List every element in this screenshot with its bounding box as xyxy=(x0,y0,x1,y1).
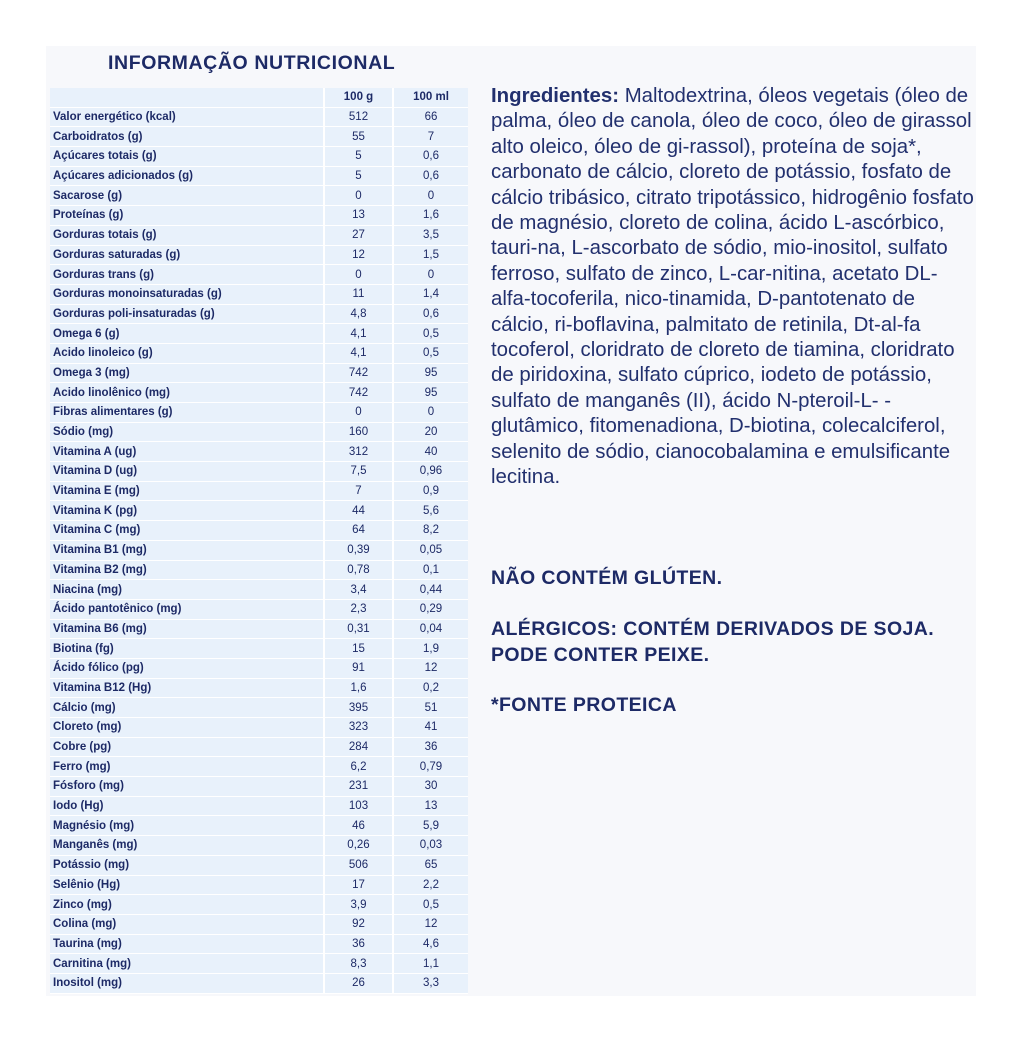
value-100ml: 36 xyxy=(393,737,468,757)
value-100ml: 0,96 xyxy=(393,462,468,482)
value-100ml: 51 xyxy=(393,698,468,718)
table-row xyxy=(50,619,468,639)
nutrient-name: Ácido fólico (pg) xyxy=(50,658,324,678)
table-row xyxy=(50,265,468,285)
nutrient-name: Gorduras trans (g) xyxy=(50,265,324,285)
nutrient-name: Sacarose (g) xyxy=(50,186,324,206)
value-100ml: 5,9 xyxy=(393,816,468,836)
value-100g: 0 xyxy=(324,265,393,285)
table-row xyxy=(50,639,468,659)
value-100g: 55 xyxy=(324,127,393,147)
value-100g: 506 xyxy=(324,855,393,875)
value-100g: 17 xyxy=(324,875,393,895)
value-100g: 395 xyxy=(324,698,393,718)
value-100ml: 0,79 xyxy=(393,757,468,777)
value-100ml: 1,6 xyxy=(393,206,468,226)
table-row xyxy=(50,304,468,324)
value-100g: 0,78 xyxy=(324,560,393,580)
nutrient-name: Proteínas (g) xyxy=(50,206,324,226)
nutrient-name: Vitamina E (mg) xyxy=(50,481,324,501)
table-row xyxy=(50,934,468,954)
value-100g: 13 xyxy=(324,206,393,226)
nutrient-name: Vitamina B12 (Hg) xyxy=(50,678,324,698)
table-row xyxy=(50,363,468,383)
value-100g: 742 xyxy=(324,363,393,383)
table-row xyxy=(50,836,468,856)
value-100ml: 3,3 xyxy=(393,973,468,993)
value-100g: 91 xyxy=(324,658,393,678)
nutrient-name: Ferro (mg) xyxy=(50,757,324,777)
table-row xyxy=(50,540,468,560)
table-row xyxy=(50,777,468,797)
table-row xyxy=(50,658,468,678)
value-100g: 3,9 xyxy=(324,895,393,915)
value-100ml: 1,4 xyxy=(393,284,468,304)
value-100ml: 0,6 xyxy=(393,166,468,186)
value-100g: 0 xyxy=(324,403,393,423)
nutrient-name: Selênio (Hg) xyxy=(50,875,324,895)
value-100g: 26 xyxy=(324,973,393,993)
ingredients-label: Ingredientes: xyxy=(491,85,620,107)
value-100ml: 0,6 xyxy=(393,304,468,324)
nutrient-name: Acido linolênico (mg) xyxy=(50,383,324,403)
value-100g: 312 xyxy=(324,442,393,462)
nutrient-name: Omega 6 (g) xyxy=(50,324,324,344)
table-row xyxy=(50,698,468,718)
value-100ml: 0,44 xyxy=(393,580,468,600)
nutrient-name: Omega 3 (mg) xyxy=(50,363,324,383)
value-100ml: 41 xyxy=(393,718,468,738)
protein-source-note: *FONTE PROTEICA xyxy=(491,694,677,716)
value-100ml: 0 xyxy=(393,265,468,285)
nutrient-name: Vitamina C (mg) xyxy=(50,521,324,541)
nutrition-table xyxy=(50,88,468,994)
value-100g: 0 xyxy=(324,186,393,206)
allergens-line-2: PODE CONTER PEIXE. xyxy=(491,644,710,666)
value-100ml: 0,5 xyxy=(393,324,468,344)
value-100ml: 12 xyxy=(393,658,468,678)
value-100ml: 4,6 xyxy=(393,934,468,954)
table-row xyxy=(50,422,468,442)
nutrient-name: Taurina (mg) xyxy=(50,934,324,954)
value-100ml: 0,05 xyxy=(393,540,468,560)
nutrient-name: Niacina (mg) xyxy=(50,580,324,600)
nutrient-name: Sódio (mg) xyxy=(50,422,324,442)
value-100ml: 0,5 xyxy=(393,343,468,363)
table-row xyxy=(50,206,468,226)
nutrient-name: Carnitina (mg) xyxy=(50,954,324,974)
nutrient-name: Manganês (mg) xyxy=(50,836,324,856)
value-100ml: 95 xyxy=(393,383,468,403)
value-100ml: 13 xyxy=(393,796,468,816)
value-100g: 6,2 xyxy=(324,757,393,777)
table-row xyxy=(50,343,468,363)
table-row xyxy=(50,225,468,245)
value-100g: 160 xyxy=(324,422,393,442)
nutrient-name: Magnésio (mg) xyxy=(50,816,324,836)
header-100g: 100 g xyxy=(324,88,393,107)
value-100g: 8,3 xyxy=(324,954,393,974)
nutrient-name: Vitamina B1 (mg) xyxy=(50,540,324,560)
header-nutrient xyxy=(50,88,324,107)
table-row xyxy=(50,678,468,698)
table-row xyxy=(50,127,468,147)
nutrient-name: Valor energético (kcal) xyxy=(50,107,324,127)
ingredients-text xyxy=(491,84,977,491)
value-100g: 512 xyxy=(324,107,393,127)
table-row xyxy=(50,186,468,206)
nutrient-name: Gorduras totais (g) xyxy=(50,225,324,245)
value-100ml: 30 xyxy=(393,777,468,797)
value-100ml: 2,2 xyxy=(393,875,468,895)
table-row xyxy=(50,501,468,521)
value-100ml: 7 xyxy=(393,127,468,147)
value-100g: 46 xyxy=(324,816,393,836)
value-100g: 103 xyxy=(324,796,393,816)
value-100ml: 1,1 xyxy=(393,954,468,974)
value-100g: 284 xyxy=(324,737,393,757)
nutrient-name: Cálcio (mg) xyxy=(50,698,324,718)
table-row xyxy=(50,481,468,501)
table-row xyxy=(50,914,468,934)
nutrient-name: Açúcares adicionados (g) xyxy=(50,166,324,186)
table-row xyxy=(50,324,468,344)
nutrient-name: Fibras alimentares (g) xyxy=(50,403,324,423)
value-100g: 4,8 xyxy=(324,304,393,324)
allergens-notice xyxy=(491,616,981,668)
value-100g: 7,5 xyxy=(324,462,393,482)
value-100ml: 0 xyxy=(393,186,468,206)
nutrient-name: Carboidratos (g) xyxy=(50,127,324,147)
table-row xyxy=(50,403,468,423)
table-row xyxy=(50,855,468,875)
table-row xyxy=(50,284,468,304)
table-row xyxy=(50,599,468,619)
value-100g: 27 xyxy=(324,225,393,245)
value-100ml: 1,9 xyxy=(393,639,468,659)
value-100g: 15 xyxy=(324,639,393,659)
value-100g: 323 xyxy=(324,718,393,738)
value-100g: 12 xyxy=(324,245,393,265)
value-100g: 64 xyxy=(324,521,393,541)
table-row xyxy=(50,245,468,265)
nutrient-name: Ácido pantotênico (mg) xyxy=(50,599,324,619)
value-100ml: 95 xyxy=(393,363,468,383)
value-100ml: 0,5 xyxy=(393,895,468,915)
nutrient-name: Vitamina B2 (mg) xyxy=(50,560,324,580)
table-row xyxy=(50,973,468,993)
value-100ml: 0,29 xyxy=(393,599,468,619)
nutrient-name: Vitamina B6 (mg) xyxy=(50,619,324,639)
value-100ml: 8,2 xyxy=(393,521,468,541)
value-100ml: 0,6 xyxy=(393,147,468,167)
nutrient-name: Cloreto (mg) xyxy=(50,718,324,738)
value-100ml: 3,5 xyxy=(393,225,468,245)
table-row xyxy=(50,816,468,836)
nutrient-name: Zinco (mg) xyxy=(50,895,324,915)
value-100ml: 40 xyxy=(393,442,468,462)
value-100ml: 20 xyxy=(393,422,468,442)
value-100g: 231 xyxy=(324,777,393,797)
nutrient-name: Gorduras poli-insaturadas (g) xyxy=(50,304,324,324)
nutrition-title: INFORMAÇÃO NUTRICIONAL xyxy=(108,52,396,74)
nutrient-name: Cobre (pg) xyxy=(50,737,324,757)
value-100g: 5 xyxy=(324,147,393,167)
nutrient-name: Açúcares totais (g) xyxy=(50,147,324,167)
ingredients-list: Maltodextrina, óleos vegetais (óleo de palma, óleo de canola, óleo de coco, óleo de girassol alto oleico, óleo de gi-rassol), proteína de soja*, carbonato de cálcio, cloreto de potássio, fosfato de cálcio tribásico, citrato tripotássico, hidrogênio fosfato de magnésio, cloreto de colina, ácido L-ascórbico, tauri-na, L-ascorbato de sódio, mio-inositol, sulfato ferroso, sulfato de zinco, L-car-nitina, acetato DL-alfa-tocoferila, nico-tinamida, D-pantotenato de cálcio, ri-boflavina, palmitato de retinila, Dt-al-fa tocoferol, cloridrato de cloreto de tiamina, cloridrato de piridoxina, sulfato cúprico, iodeto de potássio, sulfato de manganês (II), ácido N-pteroil-L- -glutâmico, fitomenadiona, D-biotina, colecalciferol, selenito de sódio, cianocobalamina e emulsificante lecitina. xyxy=(491,85,974,489)
value-100ml: 0 xyxy=(393,403,468,423)
value-100ml: 5,6 xyxy=(393,501,468,521)
value-100g: 0,39 xyxy=(324,540,393,560)
table-row xyxy=(50,383,468,403)
nutrient-name: Vitamina D (ug) xyxy=(50,462,324,482)
nutrient-name: Gorduras saturadas (g) xyxy=(50,245,324,265)
nutrient-name: Vitamina K (pg) xyxy=(50,501,324,521)
table-row xyxy=(50,796,468,816)
table-row xyxy=(50,757,468,777)
nutrient-name: Vitamina A (ug) xyxy=(50,442,324,462)
value-100g: 11 xyxy=(324,284,393,304)
table-header-row xyxy=(50,88,468,107)
value-100ml: 0,2 xyxy=(393,678,468,698)
value-100g: 3,4 xyxy=(324,580,393,600)
value-100ml: 0,9 xyxy=(393,481,468,501)
table-row xyxy=(50,580,468,600)
value-100g: 92 xyxy=(324,914,393,934)
table-row xyxy=(50,737,468,757)
value-100ml: 1,5 xyxy=(393,245,468,265)
nutrient-name: Acido linoleico (g) xyxy=(50,343,324,363)
value-100ml: 0,04 xyxy=(393,619,468,639)
value-100g: 44 xyxy=(324,501,393,521)
value-100ml: 65 xyxy=(393,855,468,875)
nutrient-name: Biotina (fg) xyxy=(50,639,324,659)
table-row xyxy=(50,954,468,974)
value-100ml: 66 xyxy=(393,107,468,127)
table-row xyxy=(50,107,468,127)
value-100g: 36 xyxy=(324,934,393,954)
value-100g: 4,1 xyxy=(324,324,393,344)
gluten-notice: NÃO CONTÉM GLÚTEN. xyxy=(491,567,723,589)
table-row xyxy=(50,521,468,541)
nutrient-name: Colina (mg) xyxy=(50,914,324,934)
nutrient-name: Inositol (mg) xyxy=(50,973,324,993)
value-100g: 0,31 xyxy=(324,619,393,639)
header-100ml: 100 ml xyxy=(393,88,468,107)
value-100g: 5 xyxy=(324,166,393,186)
value-100g: 2,3 xyxy=(324,599,393,619)
value-100g: 1,6 xyxy=(324,678,393,698)
nutrient-name: Gorduras monoinsaturadas (g) xyxy=(50,284,324,304)
table-row xyxy=(50,166,468,186)
table-row xyxy=(50,560,468,580)
value-100g: 742 xyxy=(324,383,393,403)
table-row xyxy=(50,462,468,482)
value-100ml: 0,1 xyxy=(393,560,468,580)
table-row xyxy=(50,895,468,915)
value-100ml: 12 xyxy=(393,914,468,934)
table-row xyxy=(50,875,468,895)
nutrient-name: Fósforo (mg) xyxy=(50,777,324,797)
value-100g: 4,1 xyxy=(324,343,393,363)
value-100ml: 0,03 xyxy=(393,836,468,856)
nutrient-name: Iodo (Hg) xyxy=(50,796,324,816)
allergens-line-1: ALÉRGICOS: CONTÉM DERIVADOS DE SOJA. xyxy=(491,618,935,640)
table-row xyxy=(50,718,468,738)
value-100g: 7 xyxy=(324,481,393,501)
table-row xyxy=(50,147,468,167)
table-row xyxy=(50,442,468,462)
value-100g: 0,26 xyxy=(324,836,393,856)
nutrient-name: Potássio (mg) xyxy=(50,855,324,875)
